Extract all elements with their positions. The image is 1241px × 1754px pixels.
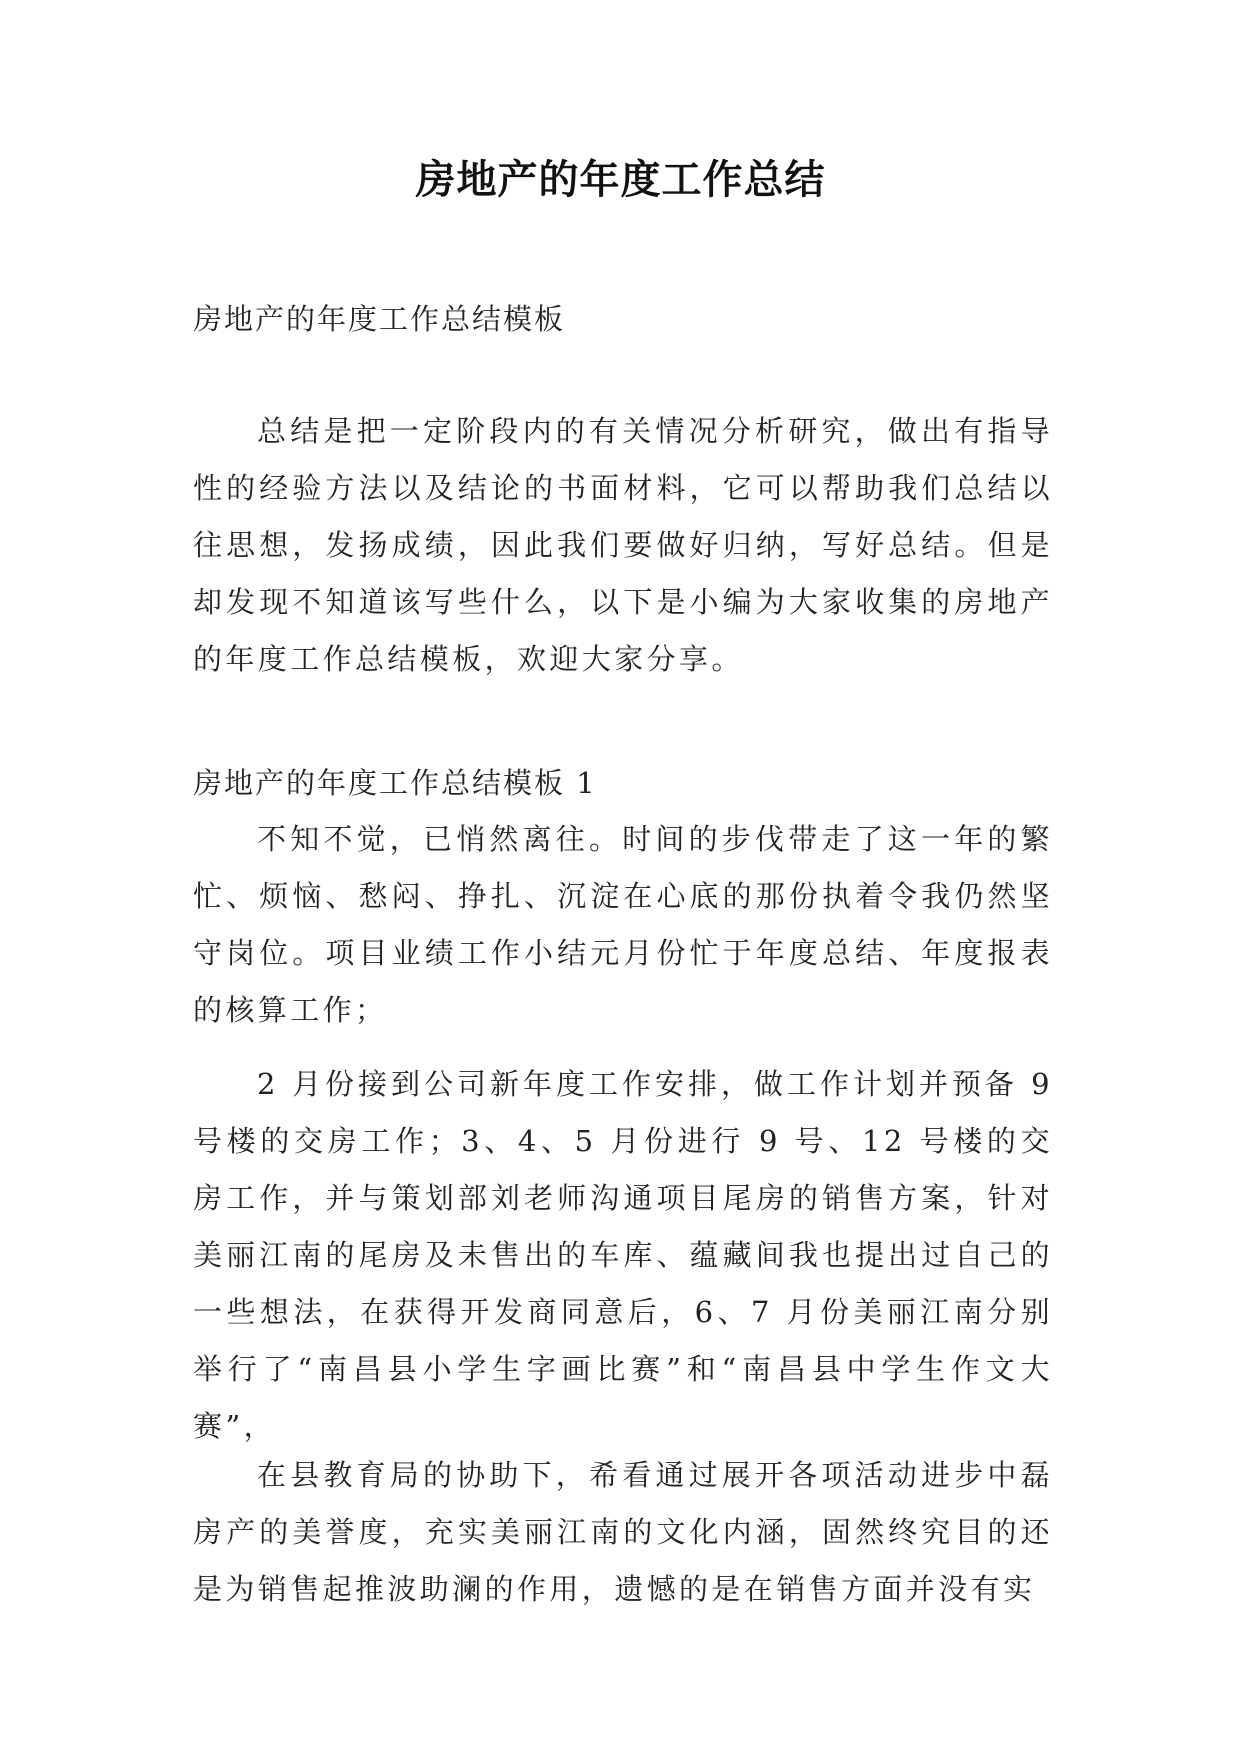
body-paragraph-1: 不知不觉，已悄然离往。时间的步伐带走了这一年的繁忙、烦恼、愁闷、挣扎、沉淀在心底的那份执着令我仍然坚守岗位。项目业绩工作小结元月份忙于年度总结、年度报表的核算工作； xyxy=(193,822,1053,1027)
document-title: 房地产的年度工作总结 xyxy=(415,157,826,203)
section-heading: 房地产的年度工作总结模板 1 xyxy=(193,766,597,800)
document-subtitle: 房地产的年度工作总结模板 xyxy=(193,302,566,336)
body-paragraph-2: 2 月份接到公司新年度工作安排，做工作计划并预备 9 号楼的交房工作；3、4、5 月份进行 9 号、12 号楼的交房工作，并与策划部刘老师沟通项目尾房的销售方案，针对美丽江南的尾房及未售出的车库、蕴藏间我也提出过自己的一些想法，在获得开发商同意后，6、7 月份美丽江南分别举行了“南昌县小学生字画比赛”和“南昌县中学生作文大赛”， xyxy=(193,1067,1053,1443)
intro-paragraph: 总结是把一定阶段内的有关情况分析研究，做出有指导性的经验方法以及结论的书面材料，它可以帮助我们总结以往思想，发扬成绩，因此我们要做好归纳，写好总结。但是却发现不知道该写些什么，以下是小编为大家收集的房地产的年度工作总结模板，欢迎大家分享。 xyxy=(193,414,1053,676)
body-paragraph-3: 在县教育局的协助下，希看通过展开各项活动进步中磊房产的美誉度，充实美丽江南的文化内涵，固然终究目的还是为销售起推波助澜的作用，遗憾的是在销售方面并没有实 xyxy=(193,1458,1053,1606)
